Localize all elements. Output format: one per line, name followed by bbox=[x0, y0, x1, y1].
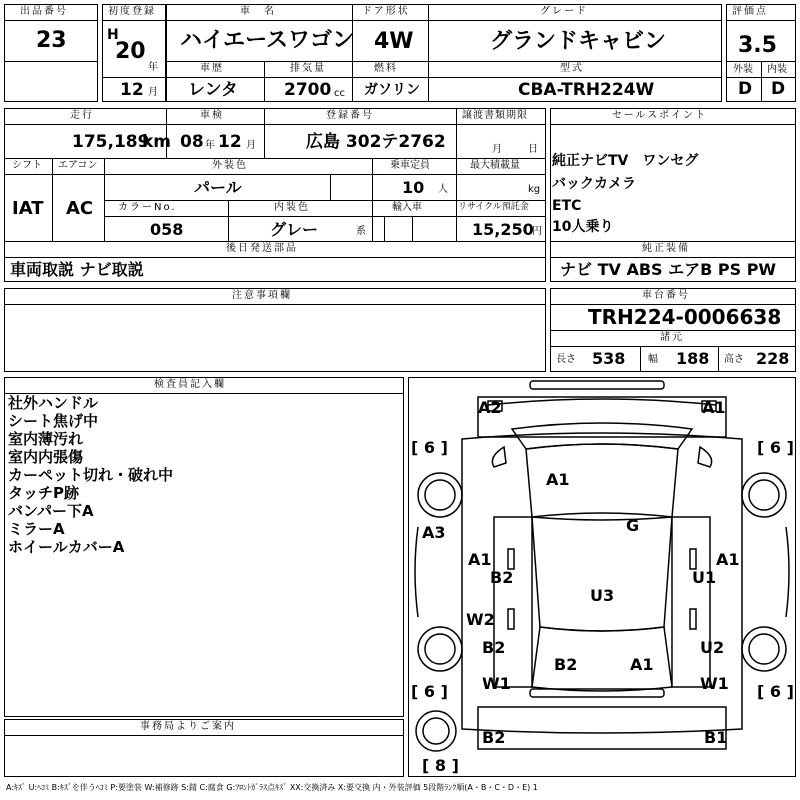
model-label: 型式 bbox=[560, 63, 584, 74]
color-no: 058 bbox=[150, 220, 184, 239]
diagram-part bbox=[690, 609, 696, 629]
sales-box bbox=[550, 108, 796, 282]
tire-value: [ 6 ] bbox=[411, 682, 448, 701]
load-label: 最大積載量 bbox=[470, 160, 520, 171]
height-label: 高さ bbox=[724, 354, 744, 365]
mileage-unit: km bbox=[142, 132, 172, 152]
diagram-part bbox=[415, 527, 418, 617]
load-unit: kg bbox=[528, 184, 541, 195]
width: 188 bbox=[676, 349, 710, 368]
car-name: ハイエースワゴン bbox=[180, 28, 355, 53]
ext-color-label: 外装色 bbox=[212, 160, 248, 171]
shift-label: シフト bbox=[12, 160, 42, 171]
length: 538 bbox=[592, 349, 626, 368]
capacity-unit: 人 bbox=[438, 184, 448, 195]
import-label: 輸入車 bbox=[392, 202, 422, 213]
shift: IAT bbox=[12, 198, 44, 219]
ext-grade: D bbox=[738, 79, 753, 99]
recycle-fee: 15,250 bbox=[472, 220, 534, 239]
door-label: ドア形状 bbox=[362, 6, 410, 17]
sales-line: ETC bbox=[552, 198, 582, 214]
inspector-line: ホイールカバーA bbox=[8, 538, 125, 556]
car-diagram bbox=[408, 377, 796, 777]
diagram-part bbox=[530, 381, 664, 389]
damage-code: W1 bbox=[482, 674, 511, 693]
inspection-month: 12 bbox=[218, 132, 242, 152]
inspector-line: ミラーA bbox=[8, 520, 65, 538]
damage-code: B1 bbox=[704, 728, 728, 747]
name-label: 車 名 bbox=[240, 6, 276, 17]
recycle-label: リサイクル預託金 bbox=[458, 202, 529, 212]
ac: AC bbox=[66, 198, 94, 219]
plate-label: 登録番号 bbox=[326, 110, 374, 121]
ext-color: パール bbox=[194, 178, 242, 197]
capacity-label: 乗車定員 bbox=[390, 160, 430, 171]
inspector-line: 室内内張傷 bbox=[8, 448, 84, 466]
reg-year-unit: 年 bbox=[148, 62, 158, 73]
damage-code: A1 bbox=[716, 550, 740, 569]
damage-code: A3 bbox=[422, 523, 446, 542]
tire-spare bbox=[416, 711, 456, 751]
sales-label: セールスポイント bbox=[612, 110, 708, 121]
sales-line: 純正ナビTV ワンセグ bbox=[552, 153, 699, 169]
mileage: 175,189 bbox=[72, 132, 150, 152]
grade-label: グレード bbox=[540, 6, 588, 17]
tire-value: [ 8 ] bbox=[422, 756, 459, 775]
int-grade-label: 内装 bbox=[767, 64, 787, 75]
fuel: ガソリン bbox=[364, 82, 420, 98]
office-label: 事務局よりご案内 bbox=[140, 721, 236, 732]
damage-code: W1 bbox=[700, 674, 729, 693]
inspector-label: 検査員記入欄 bbox=[154, 379, 226, 390]
inspector-line: カーペット切れ・破れ中 bbox=[8, 466, 174, 484]
lot-label: 出品番号 bbox=[20, 6, 68, 17]
lot-box bbox=[4, 4, 98, 102]
later-parts: 車両取説 ナビ取説 bbox=[10, 260, 144, 279]
reg-era: H bbox=[107, 27, 119, 43]
recycle-unit: 円 bbox=[532, 226, 542, 237]
diagram-part bbox=[488, 399, 716, 405]
reg-month-unit: 月 bbox=[148, 87, 158, 98]
color-no-label: カラーNo. bbox=[118, 202, 177, 213]
tire-rear-right bbox=[742, 627, 786, 671]
inspection-label: 車検 bbox=[200, 110, 224, 121]
damage-code: A1 bbox=[468, 550, 492, 569]
caution-label: 注意事項欄 bbox=[232, 290, 292, 301]
displacement-label: 排気量 bbox=[290, 63, 326, 74]
diagram-part bbox=[492, 447, 506, 467]
equipment: ナビ TV ABS エアB PS PW bbox=[560, 260, 777, 279]
tire-value: [ 6 ] bbox=[411, 438, 448, 457]
inspector-line: 社外ハンドル bbox=[8, 394, 99, 412]
length-label: 長さ bbox=[556, 354, 576, 365]
fuel-label: 燃料 bbox=[374, 63, 398, 74]
grade: グランドキャビン bbox=[490, 29, 667, 54]
diagram-part bbox=[698, 447, 712, 467]
tire-value: [ 6 ] bbox=[757, 682, 794, 701]
tire-rear-left bbox=[418, 627, 462, 671]
height: 228 bbox=[756, 349, 790, 368]
damage-code: A1 bbox=[702, 398, 726, 417]
ext-grade-label: 外装 bbox=[733, 64, 753, 75]
score: 3.5 bbox=[738, 33, 777, 58]
tire-front-right bbox=[742, 473, 786, 517]
inspection-year-unit: 年 bbox=[205, 140, 215, 151]
inspector-line: シート焦げ中 bbox=[8, 412, 99, 430]
score-label: 評価点 bbox=[732, 6, 768, 17]
equipment-label: 純正装備 bbox=[642, 243, 690, 254]
inspector-line: 室内薄汚れ bbox=[8, 430, 84, 448]
damage-code: U2 bbox=[700, 638, 725, 657]
damage-code: B2 bbox=[482, 638, 506, 657]
chassis-number: TRH224-0006638 bbox=[588, 305, 782, 329]
int-color-label: 内装色 bbox=[274, 202, 310, 213]
diagram-part bbox=[508, 609, 514, 629]
damage-code: U1 bbox=[692, 568, 717, 587]
inspector-line: バンパー下A bbox=[8, 502, 94, 520]
reg-month: 12 bbox=[120, 80, 144, 100]
diagram-part bbox=[512, 423, 692, 449]
tire-front-left bbox=[418, 473, 462, 517]
history-label: 車歴 bbox=[200, 63, 224, 74]
sales-line: 10人乗り bbox=[552, 219, 614, 235]
damage-code: B2 bbox=[554, 655, 578, 674]
tire-value: [ 6 ] bbox=[757, 438, 794, 457]
damage-code: B2 bbox=[490, 568, 514, 587]
capacity: 10 bbox=[402, 178, 425, 197]
damage-code: W2 bbox=[466, 610, 495, 629]
damage-code: B2 bbox=[482, 728, 506, 747]
legend: A:ｷｽﾞ U:ﾍｺﾐ B:ｷｽﾞを伴うﾍｺﾐ P:要塗装 W:補修跡 S:錆 C:腐食 G:ﾌﾛﾝﾄｶﾞﾗｽ点ｷｽﾞ XX:交換済み X:要交換 内・外装評価 5段階ﾗﾝｸ順(A・B・C・D・E) 1 bbox=[6, 783, 538, 792]
transfer-month-unit: 月 bbox=[492, 144, 502, 155]
damage-code: A1 bbox=[546, 470, 570, 489]
mileage-label: 走行 bbox=[70, 110, 94, 121]
chassis-label: 車台番号 bbox=[642, 290, 690, 301]
diagram-part bbox=[532, 513, 672, 631]
history: レンタ bbox=[188, 80, 238, 100]
reg-label: 初度登録 bbox=[108, 6, 156, 17]
damage-code: U3 bbox=[590, 586, 615, 605]
damage-code: A2 bbox=[478, 398, 502, 417]
diagram-part bbox=[508, 549, 514, 569]
ac-label: エアコン bbox=[58, 160, 98, 171]
damage-code: A1 bbox=[630, 655, 654, 674]
transfer-label: 譲渡書類期限 bbox=[462, 110, 528, 121]
inspection-year: 08 bbox=[180, 132, 204, 152]
door-type: 4W bbox=[374, 29, 414, 54]
width-label: 幅 bbox=[648, 354, 658, 365]
inspector-line: タッチP跡 bbox=[8, 484, 79, 502]
displacement: 2700 bbox=[284, 80, 332, 100]
dims-label: 諸元 bbox=[660, 332, 684, 343]
int-grade: D bbox=[771, 79, 786, 99]
diagram-part bbox=[494, 517, 532, 687]
reg-year: 20 bbox=[115, 39, 146, 64]
inspection-month-unit: 月 bbox=[246, 140, 256, 151]
int-color: グレー bbox=[270, 220, 319, 239]
later-parts-label: 後日発送部品 bbox=[226, 243, 298, 254]
diagram-part bbox=[672, 517, 710, 687]
diagram-part bbox=[478, 707, 726, 749]
displacement-unit: cc bbox=[334, 88, 345, 99]
plate-number: 広島 302テ2762 bbox=[306, 132, 446, 152]
lot-number: 23 bbox=[36, 28, 67, 53]
diagram-part bbox=[690, 549, 696, 569]
transfer-day-unit: 日 bbox=[528, 144, 538, 155]
diagram-part bbox=[786, 527, 789, 617]
int-color-unit: 系 bbox=[356, 226, 366, 237]
model-code: CBA-TRH224W bbox=[518, 80, 655, 100]
sales-line: バックカメラ bbox=[552, 176, 636, 192]
damage-code: G bbox=[626, 516, 640, 535]
